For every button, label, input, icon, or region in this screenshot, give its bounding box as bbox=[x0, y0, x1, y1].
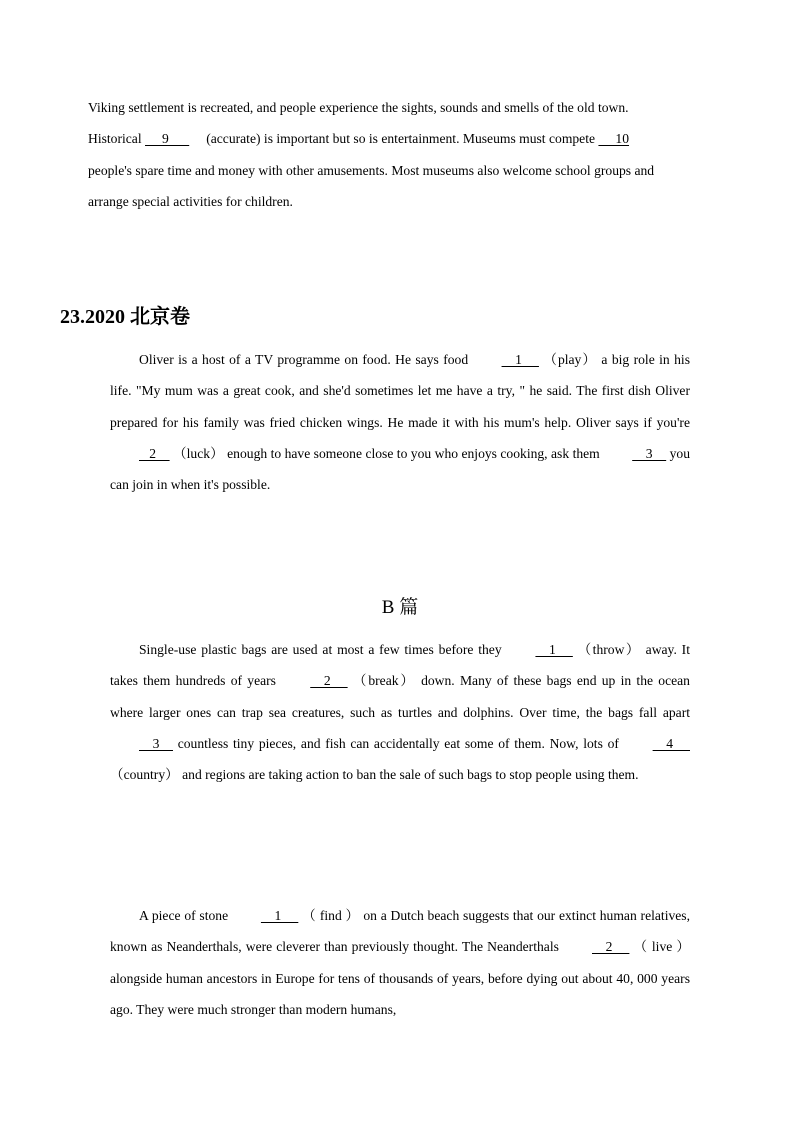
text-line: arrange special activities for children. bbox=[88, 193, 293, 209]
text-run: Oliver is a host of a TV programme on food. He says food bbox=[139, 352, 473, 367]
text-run: （break） down. Many of these bags end up in the ocean where larger ones can trap sea creatures, such as turtles and dolphins. Over time, the bags fall apart bbox=[110, 673, 690, 720]
answer-blank-4[interactable]: 4 bbox=[652, 735, 690, 751]
answer-blank-3[interactable]: 3 bbox=[632, 445, 667, 461]
text-run: （play） a big role in his life. "My mum was a great cook, and she'd sometimes let me have a try, " he said. The first dish Oliver prepared for his family was fried chicken wings. He made it with his mum's help. Oliver says if you're bbox=[110, 352, 690, 430]
answer-blank-1[interactable]: 1 bbox=[535, 642, 573, 657]
answer-blank-1[interactable]: 1 bbox=[260, 908, 299, 923]
paragraph-oliver bbox=[110, 344, 690, 500]
text-line: people's spare time and money with other amusements. Most museums also welcome school groups and bbox=[88, 162, 655, 178]
text-run: you can join in when it's possible. bbox=[110, 445, 690, 493]
text-run: Single-use plastic bags are used at most a few times before they bbox=[139, 642, 507, 657]
text-run: A piece of stone bbox=[139, 908, 232, 923]
section-heading: 23.2020 北京卷 bbox=[60, 306, 190, 328]
answer-blank-3[interactable]: 3 bbox=[139, 735, 173, 751]
text-run: Historical bbox=[88, 131, 146, 147]
answer-blank-2[interactable]: 2 bbox=[592, 939, 630, 955]
answer-blank-9[interactable]: 9 bbox=[145, 131, 190, 147]
text-line bbox=[88, 123, 704, 154]
text-run: （ live ） alongside human ancestors in Europe for tens of thousands of years, before dying out about 40, 000 years ago. They were much stronger than modern humans, bbox=[110, 939, 690, 1017]
text-line: Viking settlement is recreated, and people experience the sights, sounds and smells of the old town. bbox=[88, 100, 629, 115]
text-run: （throw） away. It takes them hundreds of years bbox=[110, 642, 690, 689]
answer-blank-1[interactable]: 1 bbox=[501, 352, 539, 367]
paragraph-museums bbox=[88, 92, 704, 217]
text-run: （ find ） on a Dutch beach suggests that our extinct human relatives, known as Neanderthals, were cleverer than previously thought. The Neanderthals bbox=[110, 908, 690, 955]
text-run: (accurate) is important but so is entertainment. Museums must compete bbox=[189, 131, 599, 147]
passage-b-heading: B 篇 bbox=[381, 597, 419, 618]
text-run: （country） and regions are taking action to ban the sale of such bags to stop people using them. bbox=[110, 767, 639, 783]
text-run: （luck） enough to have someone close to you who enjoys cooking, ask them bbox=[169, 445, 604, 461]
answer-blank-10[interactable]: 10 bbox=[598, 131, 630, 147]
paragraph-plastic-bags bbox=[110, 634, 690, 790]
text-run: countless tiny pieces, and fish can accidentally eat some of them. Now, lots of bbox=[172, 735, 624, 751]
answer-blank-2[interactable]: 2 bbox=[310, 673, 348, 689]
answer-blank-2[interactable]: 2 bbox=[139, 445, 170, 461]
paragraph-neanderthal-stone bbox=[110, 900, 690, 1025]
